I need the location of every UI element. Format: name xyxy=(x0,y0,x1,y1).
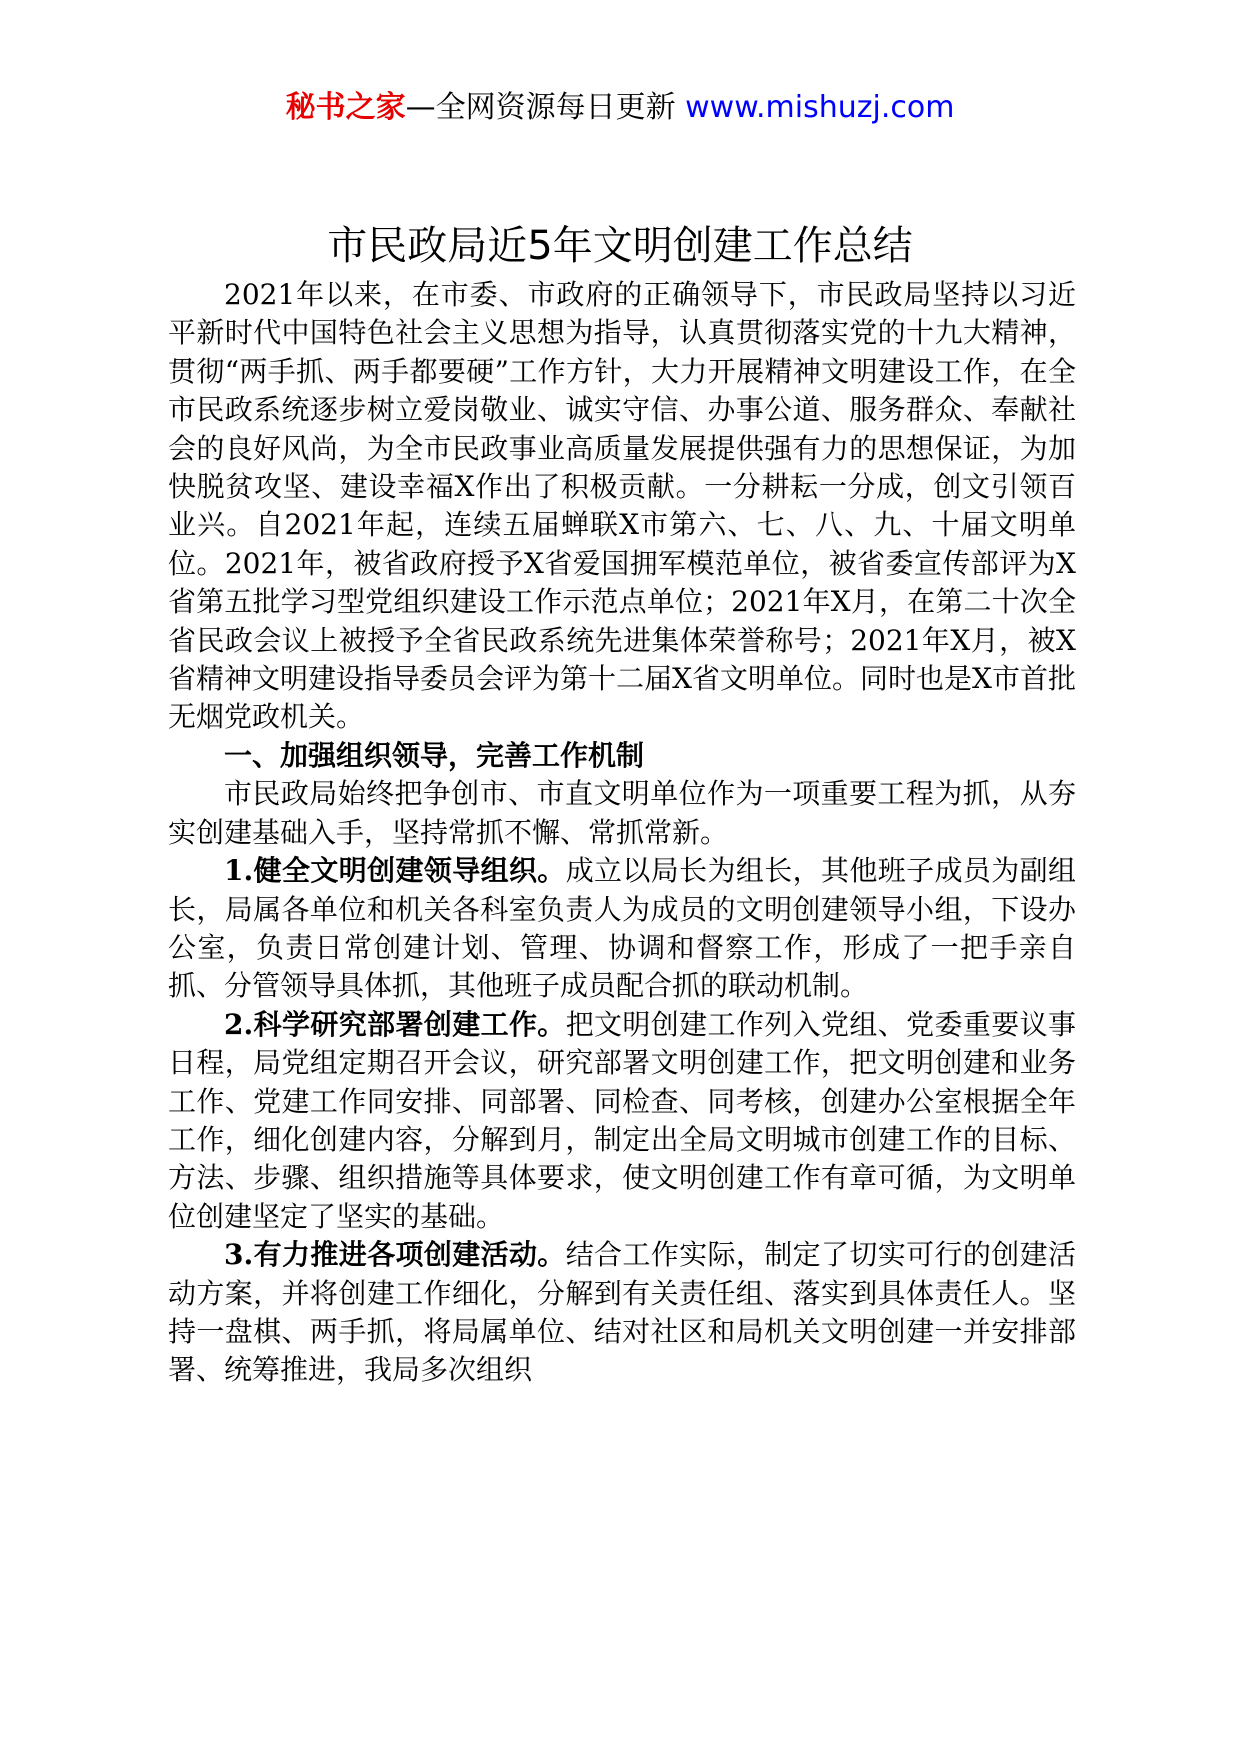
site-url-link[interactable]: www.mishuzj.com xyxy=(685,90,955,125)
item-1-lead: 1.健全文明创建领导组织。 xyxy=(224,854,566,888)
brand-name: 秘书之家 xyxy=(285,90,406,125)
section-1-heading: 一、加强组织领导，完善工作机制 xyxy=(224,738,645,772)
header-slogan: —全网资源每日更新 xyxy=(405,90,686,125)
item-1-text: 成立以局长为组长，其他班子成员为副组长，局属各单位和机关各科室负责人为成员的文明创建领导小组，下设办公室，负责日常创建计划、管理、协调和督察工作，形成了一把手亲自抓、分管领导具体抓，其他班子成员配合抓的联动机制。 xyxy=(168,854,1076,1003)
item-2-lead: 2.科学研究部署创建工作。 xyxy=(224,1007,566,1041)
intro-paragraph: 2021年以来，在市委、市政府的正确领导下，市民政局坚持以习近平新时代中国特色社会主义思想为指导，认真贯彻落实党的十九大精神，贯彻“两手抓、两手都要硬”工作方针，大力开展精神文明建设工作，在全市民政系统逐步树立爱岗敬业、诚实守信、办事公道、服务群众、奉献社会的良好风尚，为全市民政事业高质量发展提供强有力的思想保证，为加快脱贫攻坚、建设幸福X作出了积极贡献。一分耕耘一分成，创文引领百业兴。自2021年起，连续五届蝉联X市第六、七、八、九、十届文明单位。2021年，被省政府授予X省爱国拥军模范单位，被省委宣传部评为X省第五批学习型党组织建设工作示范点单位；2021年X月，在第二十次全省民政会议上被授予全省民政系统先进集体荣誉称号；2021年X月，被X省精神文明建设指导委员会评为第十二届X省文明单位。同时也是X市首批无烟党政机关。 xyxy=(168,278,1076,734)
item-3-text: 结合工作实际，制定了切实可行的创建活动方案，并将创建工作细化，分解到有关责任组、落实到具体责任人。坚持一盘棋、两手抓，将局属单位、结对社区和局机关文明创建一并安排部署、统筹推进，我局多次组织 xyxy=(168,1238,1076,1387)
item-2-paragraph xyxy=(168,1006,1076,1236)
site-header xyxy=(0,88,1240,128)
item-1-paragraph xyxy=(168,852,1076,1006)
item-2-text: 把文明创建工作列入党组、党委重要议事日程，局党组定期召开会议，研究部署文明创建工作，把文明创建和业务工作、党建工作同安排、同部署、同检查、同考核，创建办公室根据全年工作，细化创建内容，分解到月，制定出全局文明城市创建工作的目标、方法、步骤、组织措施等具体要求，使文明创建工作有章可循，为文明单位创建坚定了坚实的基础。 xyxy=(168,1007,1076,1233)
section-1-intro-paragraph: 市民政局始终把争创市、市直文明单位作为一项重要工程为抓，从夯实创建基础入手，坚持常抓不懈、常抓常新。 xyxy=(168,777,1076,849)
item-3-paragraph xyxy=(168,1236,1076,1390)
document-title: 市民政局近5年文明创建工作总结 xyxy=(327,223,913,269)
document-body xyxy=(168,276,1076,1390)
item-3-lead: 3.有力推进各项创建活动。 xyxy=(224,1238,566,1272)
